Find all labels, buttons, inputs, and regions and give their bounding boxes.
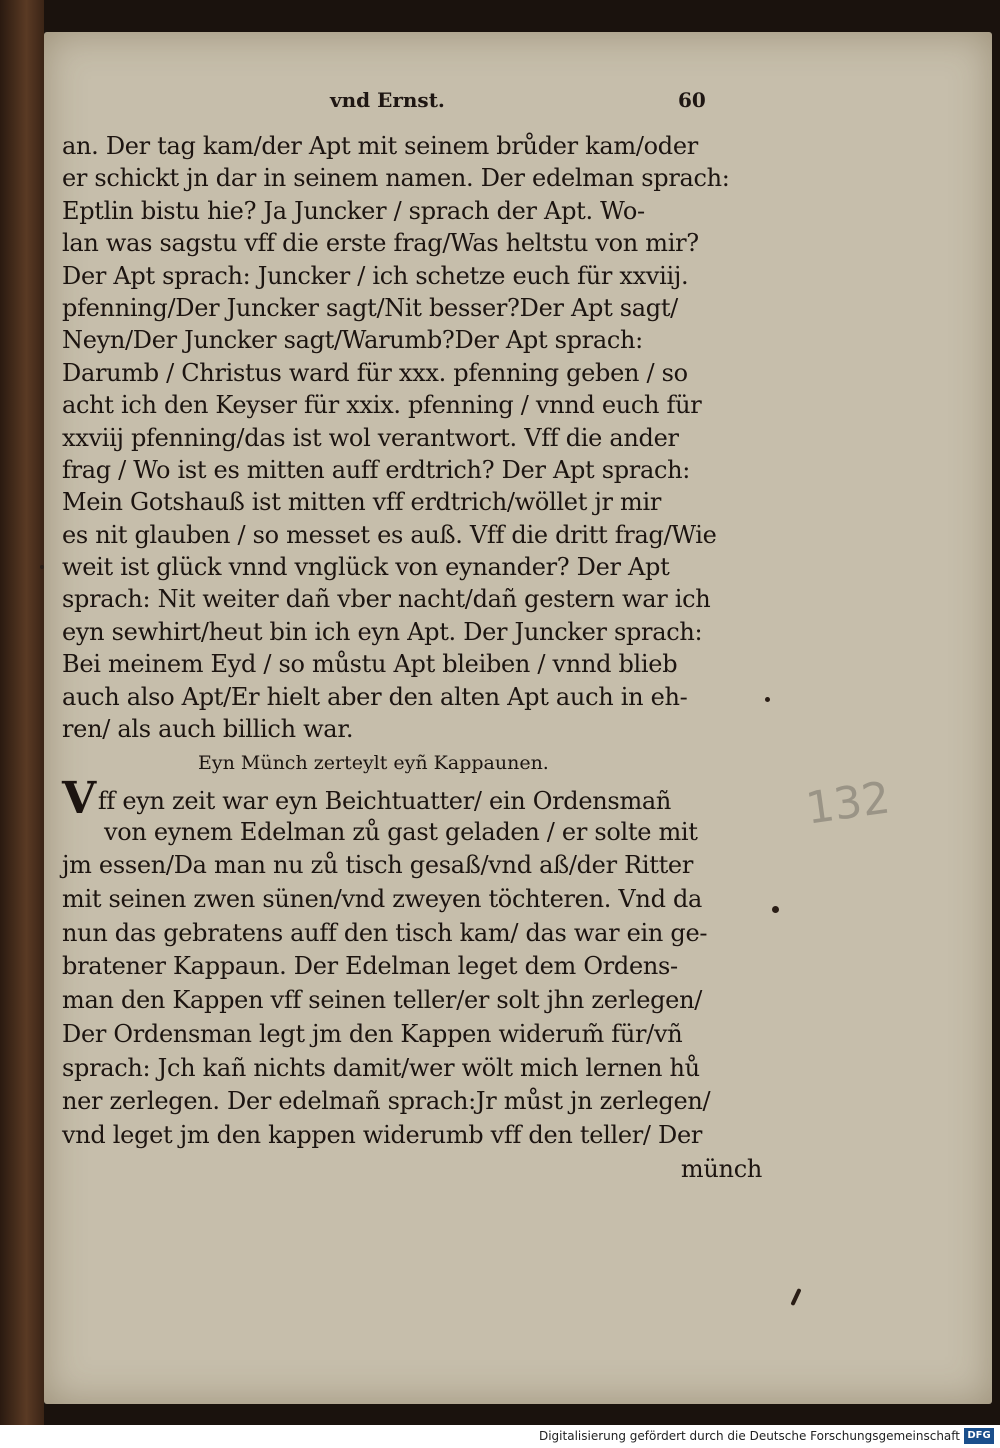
text-line: nun das gebratens auff den tisch kam/ das war ein ge- — [62, 918, 708, 947]
marginal-note: 132 — [802, 772, 894, 835]
first-line — [62, 773, 762, 824]
funding-credit: Digitalisierung gefördert durch die Deutsche Forschungsgemeinschaft — [538, 1429, 960, 1443]
text-line: Bei meinem Eyd / so můstu Apt bleiben / vnnd blieb — [62, 650, 678, 679]
text-line: Der Ordensman legt jm den Kappen widerum̃ für/vñ — [62, 1019, 683, 1048]
text-line: mit seinen zwen sünen/vnd zweyen töchteren. Vnd da — [62, 885, 703, 914]
initial-letter: V — [62, 773, 96, 824]
text-line: weit ist glück vnnd vnglück von eynander? Der Apt — [62, 553, 670, 582]
running-head: vnd Ernst. — [330, 88, 445, 112]
book-spine — [0, 0, 44, 1425]
page-header — [0, 88, 1000, 118]
text-line: acht ich den Keyser für xxix. pfenning / vnnd euch für — [62, 391, 702, 420]
text-line: er schickt jn dar in seinem namen. Der edelman sprach: — [62, 164, 730, 193]
ink-speck — [772, 906, 779, 913]
text-line: vnd leget jm den kappen widerumb vff den teller/ Der — [62, 1120, 703, 1149]
ink-speck — [765, 697, 770, 702]
text-line: Mein Gotshauß ist mitten vff erdtrich/wöllet jr mir — [62, 488, 662, 517]
text-line: Darumb / Christus ward für xxx. pfenning geben / so — [62, 358, 688, 387]
section-heading: Eyn Münch zerteylt eyñ Kappaunen. — [198, 752, 549, 774]
first-line-text: ff eyn zeit war eyn Beichtuatter/ ein Ordensmañ — [97, 787, 672, 815]
paragraph-2 — [62, 773, 762, 1186]
text-line: ren/ als auch billich war. — [62, 715, 354, 744]
text-line: Eptlin bistu hie? Ja Juncker / sprach der Apt. Wo- — [62, 196, 645, 225]
text-line: von eynem Edelman zů gast geladen / er solte mit — [104, 817, 698, 846]
text-line: bratener Kappaun. Der Edelman leget dem Ordens- — [62, 952, 678, 981]
text-line: jm essen/Da man nu zů tisch gesaß/vnd aß/der Ritter — [62, 851, 694, 880]
paragraph-1 — [62, 130, 762, 745]
text-line: Neyn/Der Juncker sagt/Warumb?Der Apt sprach: — [62, 326, 643, 355]
catchword: münch — [680, 1154, 762, 1183]
footer-bar — [0, 1425, 1000, 1448]
folio-number: 60 — [678, 88, 706, 112]
ink-speck — [40, 565, 44, 569]
text-line: frag / Wo ist es mitten auff erdtrich? Der Apt sprach: — [62, 455, 691, 484]
text-line: auch also Apt/Er hielt aber den alten Apt auch in eh- — [62, 682, 688, 711]
text-line: xxviij pfenning/das ist wol verantwort. Vff die ander — [62, 423, 679, 452]
text-line: es nit glauben / so messet es auß. Vff die dritt frag/Wie — [62, 520, 717, 549]
text-line: lan was sagstu vff die erste frag/Was heltstu von mir? — [62, 229, 699, 258]
text-line: eyn sewhirt/heut bin ich eyn Apt. Der Juncker sprach: — [62, 617, 703, 646]
text-line: Der Apt sprach: Juncker / ich schetze euch für xxviij. — [62, 261, 689, 290]
text-line: sprach: Nit weiter dañ vber nacht/dañ gestern war ich — [62, 585, 711, 614]
text-line: pfenning/Der Juncker sagt/Nit besser?Der Apt sagt/ — [62, 293, 678, 322]
text-line: an. Der tag kam/der Apt mit seinem brůder kam/oder — [62, 132, 698, 160]
text-line: man den Kappen vff seinen teller/er solt jhn zerlegen/ — [62, 986, 703, 1015]
text-line: sprach: Jch kañ nichts damit/wer wölt mich lernen hů — [62, 1053, 700, 1082]
dfg-logo-icon: DFG — [964, 1428, 994, 1444]
text-line: ner zerlegen. Der edelmañ sprach:Jr můst jn zerlegen/ — [62, 1087, 711, 1116]
